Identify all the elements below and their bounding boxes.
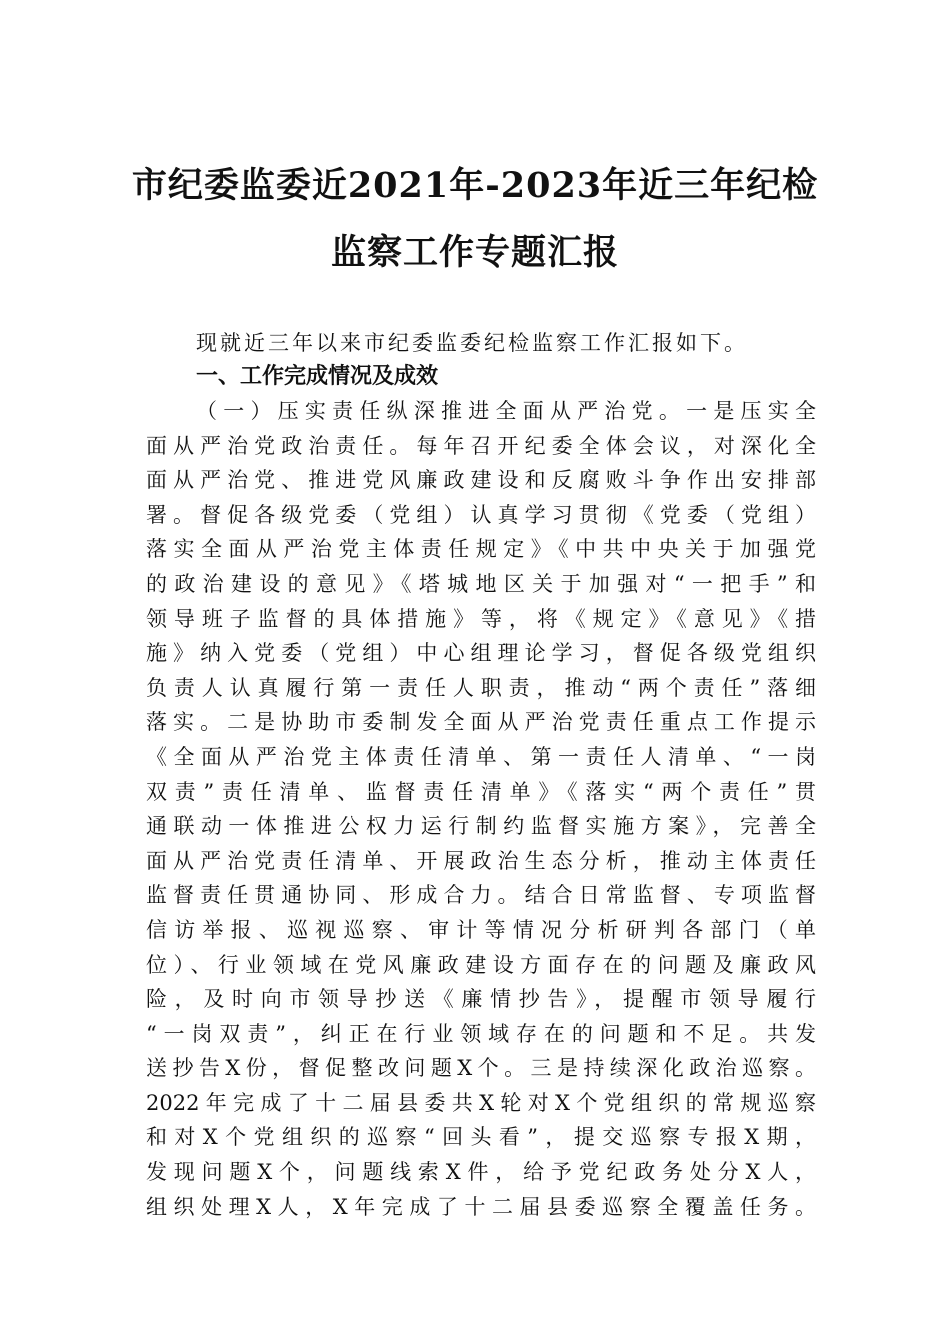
paragraph-line: 面从严治党政治责任。每年召开纪委全体会议，对深化全 (146, 433, 816, 458)
paragraph-line: 险，及时向市领导抄送《廉情抄告》，提醒市领导履行 (146, 987, 816, 1012)
paragraph-line: 面从严治党责任清单、开展政治生态分析，推动主体责任 (146, 848, 816, 873)
paragraph-line: 落实全面从严治党主体责任规定》《中共中央关于加强党 (146, 537, 816, 562)
paragraph-line: 监督责任贯通协同、形成合力。结合日常监督、专项监督 (146, 883, 816, 908)
paragraph-line: 位）、行业领域在党风廉政建设方面存在的问题及廉政风 (146, 952, 816, 977)
paragraph-line: “一岗双责”，纠正在行业领域存在的问题和不足。共发 (146, 1021, 816, 1046)
document-body (146, 326, 816, 1224)
body-paragraph (146, 394, 816, 1224)
paragraph-line: 和对X个党组织的巡察“回头看”，提交巡察专报X期， (146, 1125, 816, 1150)
paragraph-line: （一）压实责任纵深推进全面从严治党。一是压实全 (196, 399, 816, 423)
paragraph-line: 落实。二是协助市委制发全面从严治党责任重点工作提示 (146, 710, 816, 735)
paragraph-line: 组织处理X人，X年完成了十二届县委巡察全覆盖任务。 (146, 1194, 816, 1219)
paragraph-line: 施》纳入党委（党组）中心组理论学习，督促各级党组织 (146, 641, 816, 666)
document-title-line-1: 市纪委监委近2021年-2023年近三年纪检 (131, 165, 819, 206)
paragraph-line: 送抄告X份，督促整改问题X个。三是持续深化政治巡察。 (146, 1056, 816, 1081)
paragraph-line: 面从严治党、推进党风廉政建设和反腐败斗争作出安排部 (146, 468, 816, 493)
document-title-line-2: 监察工作专题汇报 (330, 232, 619, 273)
paragraph-line: 领导班子监督的具体措施》等，将《规定》《意见》《措 (146, 606, 816, 631)
paragraph-line: 双责”责任清单、监督责任清单》《落实“两个责任”贯 (146, 779, 816, 804)
paragraph-line: 信访举报、巡视巡察、审计等情况分析研判各部门（单 (146, 917, 816, 942)
paragraph-line: 《全面从严治党主体责任清单、第一责任人清单、“一岗 (146, 744, 816, 769)
paragraph-line: 发现问题X个，问题线索X件，给予党纪政务处分X人， (146, 1160, 816, 1185)
paragraph-line: 通联动一体推进公权力运行制约监督实施方案》，完善全 (146, 814, 816, 839)
paragraph-line: 署。督促各级党委（党组）认真学习贯彻《党委（党组） (146, 502, 816, 527)
intro-paragraph: 现就近三年以来市纪委监委纪检监察工作汇报如下。 (196, 331, 748, 355)
paragraph-line: 2022年完成了十二届县委共X轮对X个党组织的常规巡察 (146, 1090, 816, 1115)
paragraph-line: 的政治建设的意见》《塔城地区关于加强对“一把手”和 (146, 571, 816, 596)
section-heading: 一、工作完成情况及成效 (196, 364, 439, 389)
paragraph-line: 负责人认真履行第一责任人职责，推动“两个责任”落细 (146, 675, 816, 700)
